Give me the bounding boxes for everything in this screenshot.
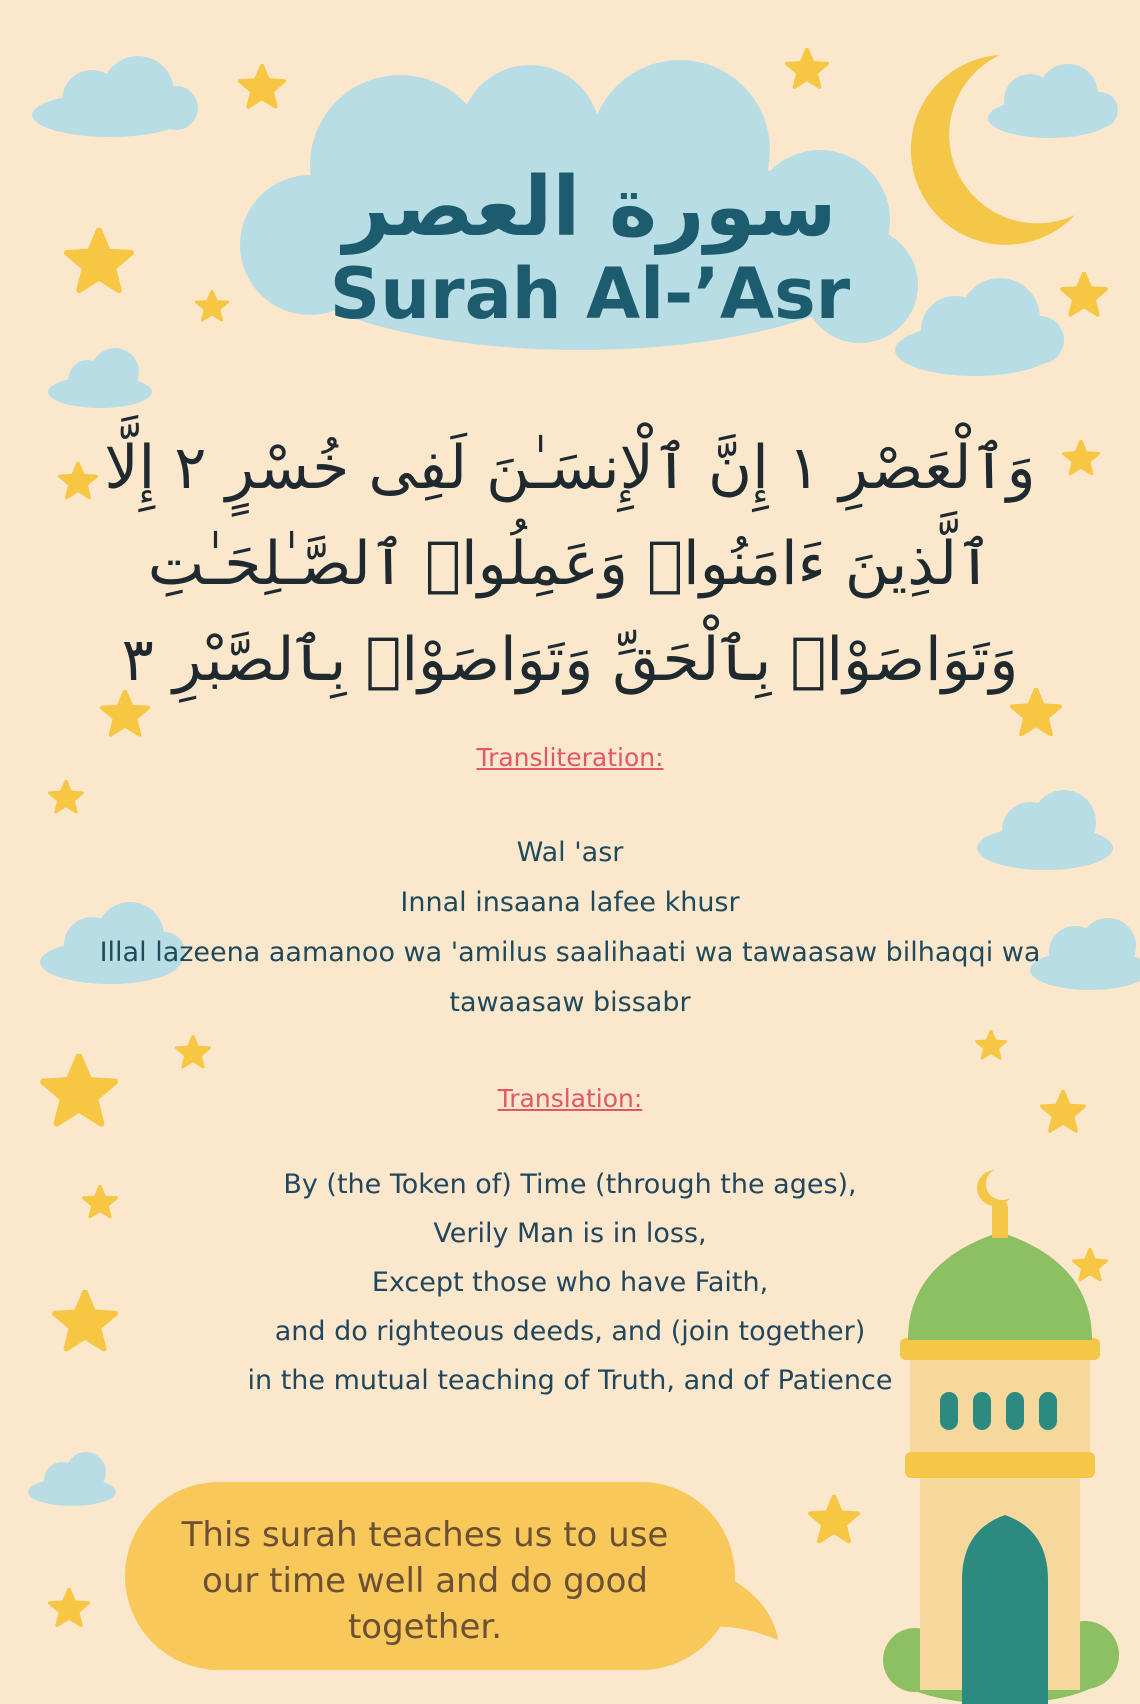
translation-line: in the mutual teaching of Truth, and of Patience: [247, 1365, 893, 1396]
cloud-icon: [988, 64, 1118, 138]
star-icon: [67, 230, 131, 291]
transliteration-line: Innal insaana lafee khusr: [400, 887, 740, 918]
transliteration-line: Illal lazeena aamanoo wa 'amilus saalihaati wa tawaasaw bilhaqqi wa: [99, 937, 1041, 968]
star-icon: [976, 1031, 1005, 1059]
transliteration-label: Transliteration:: [476, 743, 664, 772]
arabic-verses: [70, 420, 1070, 708]
translation-line: Except those who have Faith,: [371, 1267, 769, 1298]
cloud-icon: [32, 56, 198, 137]
translation-line: Verily Man is in loss,: [433, 1218, 707, 1249]
cloud-icon: [895, 278, 1064, 376]
cloud-icon: [48, 348, 152, 408]
star-icon: [196, 291, 227, 320]
star-icon: [50, 1589, 89, 1625]
transliteration-text: [40, 828, 1100, 1028]
star-icon: [810, 1496, 858, 1541]
transliteration-line: Wal 'asr: [516, 837, 624, 868]
star-icon: [787, 49, 827, 87]
title-latin: Surah Al-’Asr: [329, 253, 851, 335]
lesson-note-line: together.: [347, 1607, 503, 1647]
translation-line: and do righteous deeds, and (join together): [274, 1316, 866, 1347]
star-icon: [55, 1292, 116, 1349]
lesson-note-line: This surah teaches us to use: [181, 1515, 669, 1555]
arabic-verse-line: وَتَوَاصَوْا۟ بِٱلْحَقِّ وَتَوَاصَوْا۟ بِٱلصَّبْرِ ٣: [121, 625, 1019, 695]
star-icon: [83, 1186, 116, 1217]
lesson-note-line: our time well and do good: [202, 1561, 648, 1601]
title-arabic: سورة العصر: [343, 160, 837, 255]
translation-label: Translation:: [497, 1084, 643, 1113]
transliteration-line: tawaasaw bissabr: [449, 987, 691, 1018]
star-icon: [49, 781, 82, 812]
arabic-verse-line: ٱلَّذِينَ ءَامَنُوا۟ وَعَمِلُوا۟ ٱلصَّـٰلِحَـٰتِ: [147, 529, 993, 599]
lesson-note: [135, 1512, 715, 1650]
cloud-icon: [28, 1452, 116, 1506]
star-icon: [1062, 273, 1106, 315]
star-icon: [176, 1036, 209, 1067]
translation-line: By (the Token of) Time (through the ages),: [283, 1169, 857, 1200]
star-icon: [1073, 1249, 1106, 1280]
star-icon: [240, 65, 284, 107]
translation-text: [150, 1160, 990, 1405]
arabic-verse-line: وَٱلْعَصْرِ ١ إِنَّ ٱلْإِنسَـٰنَ لَفِى خُسْرٍ ٢ إِلَّا: [104, 433, 1036, 503]
